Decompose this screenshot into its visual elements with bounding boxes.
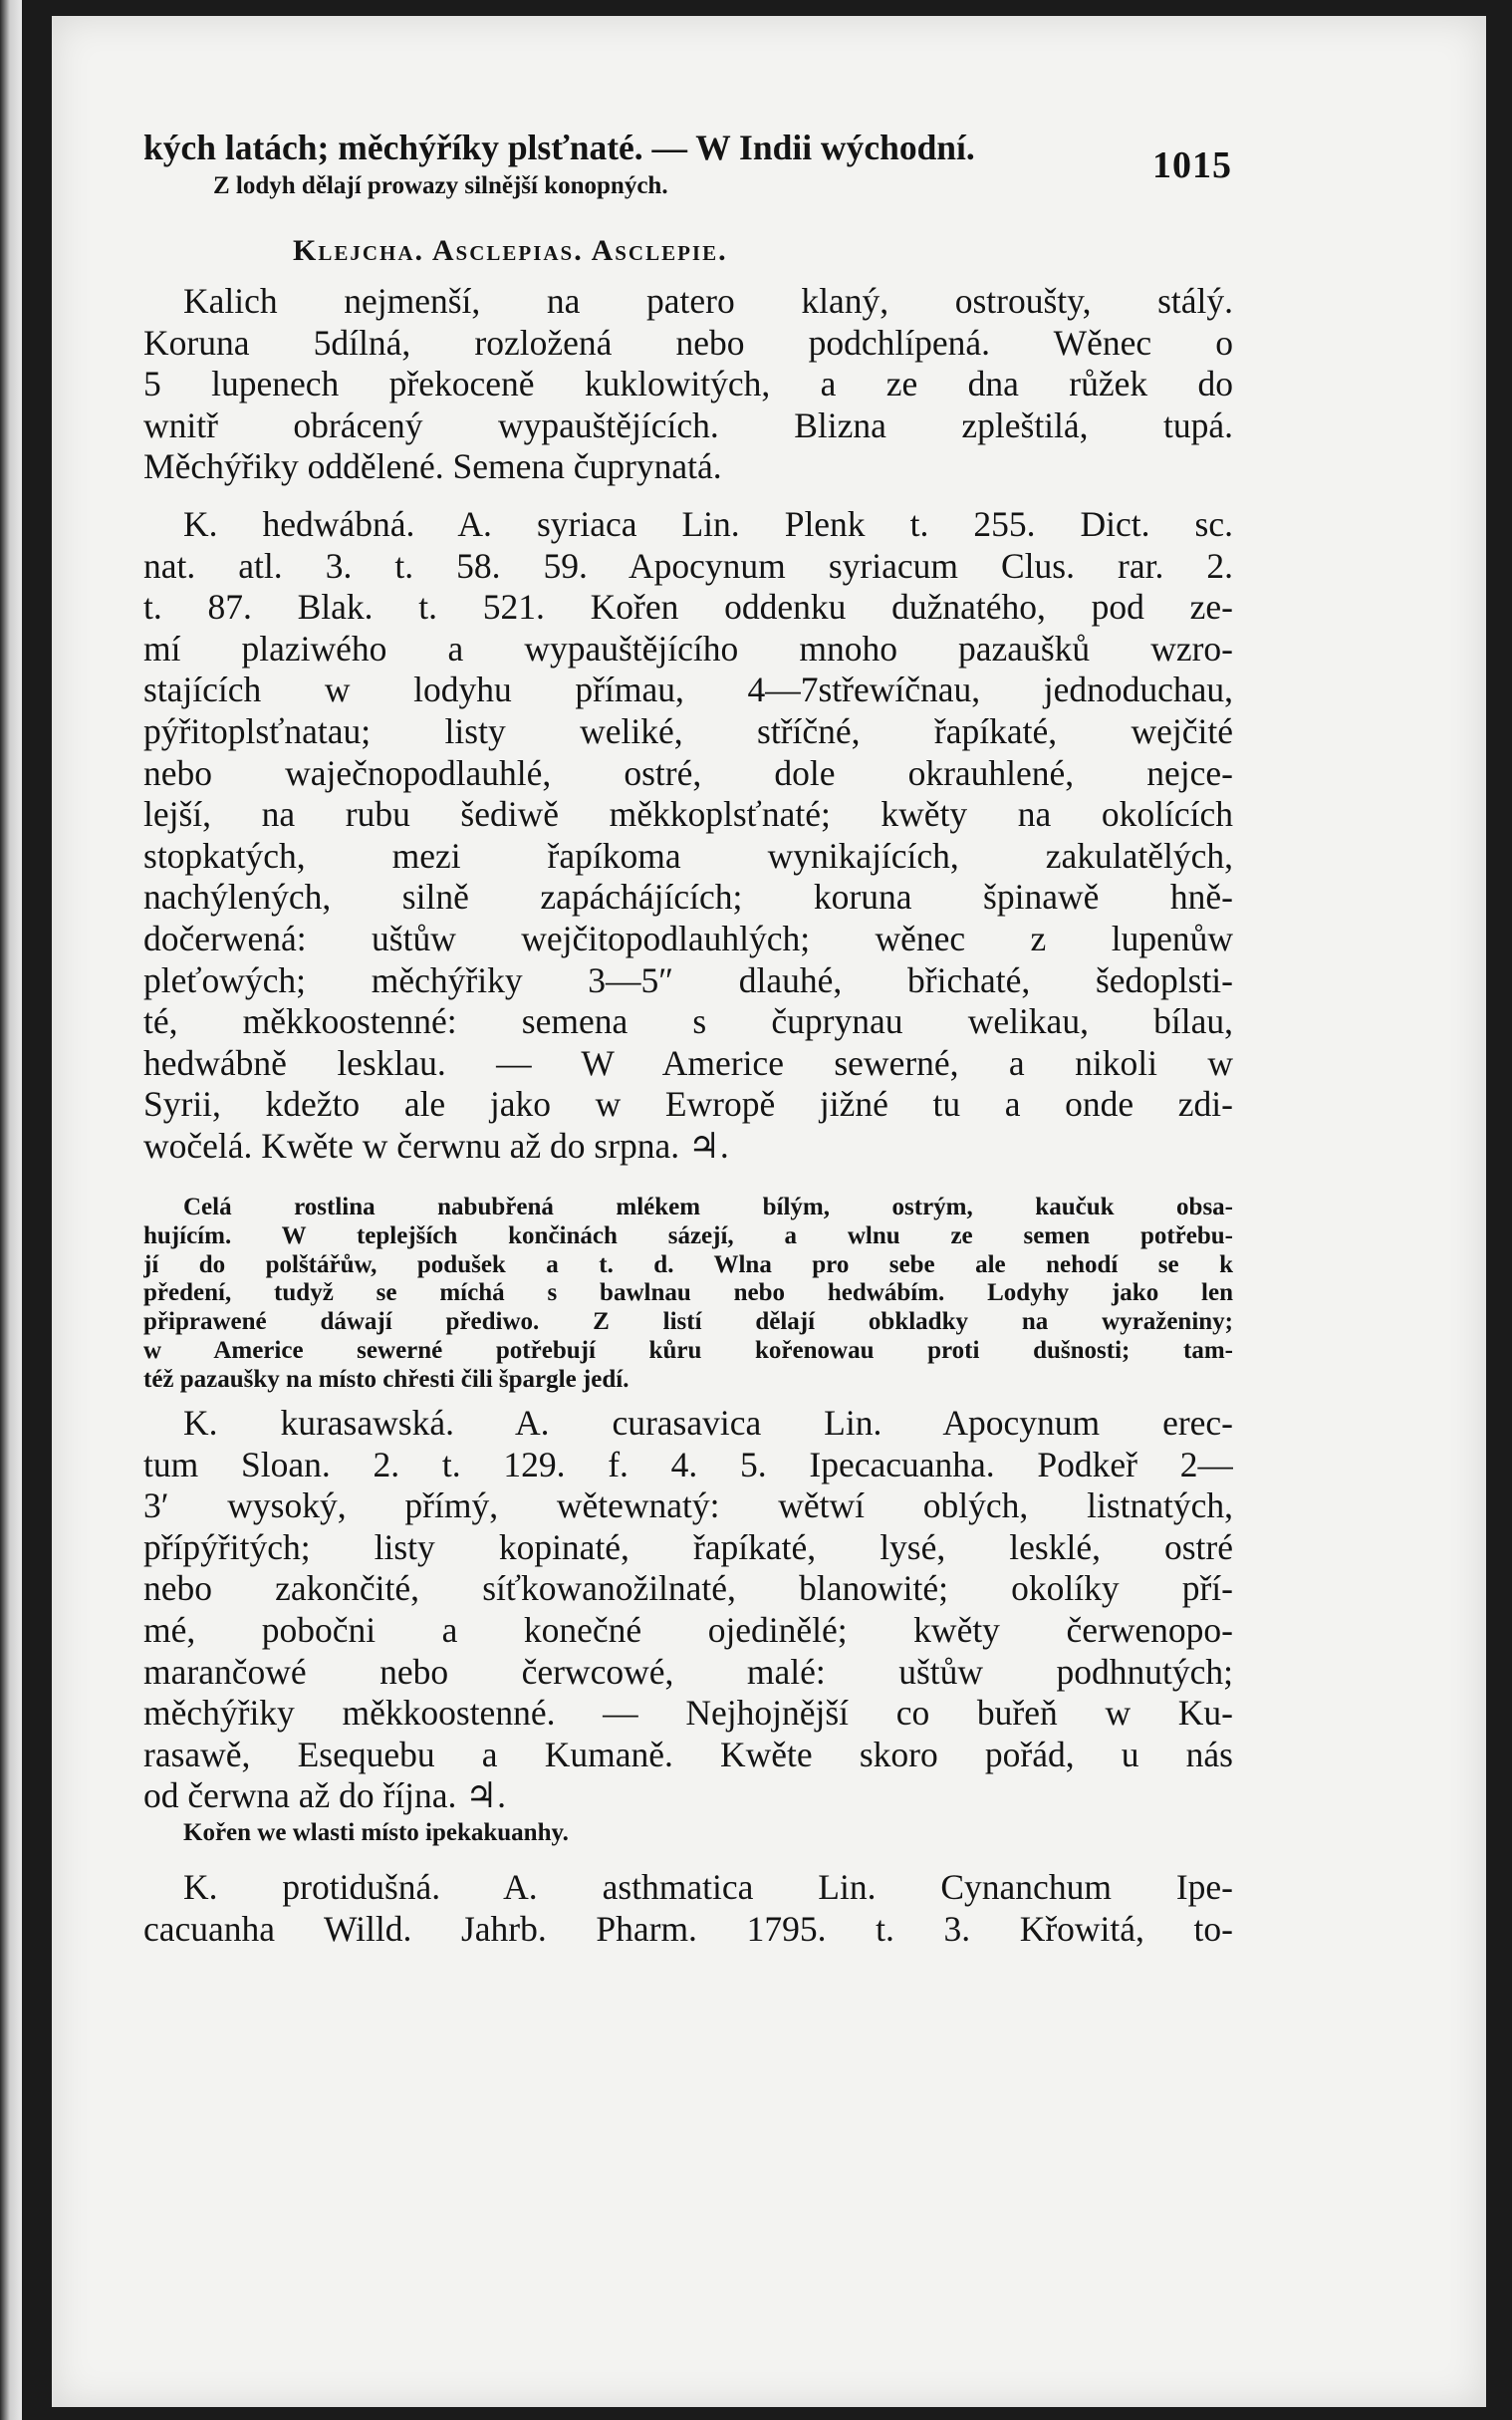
text-line: 3′ wysoký, přímý, wětewnatý: wětwí oblých, listnatých, [143,1485,1233,1526]
text-line: tum Sloan. 2. t. 129. f. 4. 5. Ipecacuanha. Podkeř 2— [143,1444,1233,1484]
text-line: t. 87. Blak. t. 521. Kořen oddenku dužnatého, pod ze- [143,587,1233,628]
text-line: Z lodyh dělají prowazy silnější konopných. [213,172,668,199]
page-number: 1015 [1152,144,1232,186]
text-line: nat. atl. 3. t. 58. 59. Apocynum syriacum Clus. rar. 2. [143,545,1233,586]
text-line: pleťowých; měchýřiky 3—5″ dlauhé, břichaté, šedoplsti- [143,959,1233,1000]
text-line: Klejcha. Asclepias. Asclepie. [293,234,728,267]
text-line: nebo waječnopodlauhlé, ostré, dole okrauhlené, nejce- [143,752,1233,793]
text-line: též pazaušky na místo chřesti čili špargle jedí. [143,1365,630,1393]
text-line: kých latách; měchýříky plsťnaté. — W Indii wýchodní. [143,128,975,167]
text-line: hedwábně lesklau. — W Americe sewerné, a nikoli w [143,1042,1233,1083]
text-line: jí do polštářůw, podušek a t. d. Wlna pro sebe ale nehodí se k [143,1250,1233,1278]
text-block-species2 [143,1403,1233,1817]
text-line: wnitř obrácený wypauštějících. Blizna zpleštilá, tupá. [143,404,1233,445]
text-line: stajících w lodyhu přímau, 4—7střewíčnau, jednoduchau, [143,670,1233,710]
text-line: cacuanha Willd. Jahrb. Pharm. 1795. t. 3. Křowitá, to- [143,1908,1233,1949]
text-line: marančowé nebo čerwcowé, malé: uštůw podhnutých; [143,1651,1233,1692]
text-block-species1 [143,504,1233,1168]
text-line: nachýlených, silně zapáchájících; koruna špinawě hně- [143,877,1233,918]
text-line: mí plaziwého a wypauštějícího mnoho pazaušků wzro- [143,628,1233,669]
text-line: hujícím. W teplejších končinách sázejí, a wlnu ze semen potřebu- [143,1221,1233,1249]
text-line: Koruna 5dílná, rozložená nebo podchlípená. Wěnec o [143,322,1233,363]
text-line: přípýřitých; listy kopinaté, řapíkaté, lysé, lesklé, ostré [143,1526,1233,1567]
text-line: lejší, na rubu šediwě měkkoplsťnaté; kwěty na okolících [143,794,1233,835]
text-line: Měchýřiky oddělené. Semena čuprynatá. [143,446,722,487]
text-block-note2 [143,1819,1233,1848]
text-line: Kalich nejmenší, na patero klaný, ostroušty, stálý. [183,281,1233,321]
text-line: w Americe sewerné potřebují kůru kořenowau proti dušnosti; tam- [143,1336,1233,1364]
previous-page-edge [0,0,22,2420]
text-block-prev-note [143,172,1233,201]
text-line: dočerwená: uštůw wejčitopodlauhlých; wěnec z lupenůw [143,918,1233,958]
text-line: mé, pobočni a konečné ojedinělé; kwěty čerwenopo- [143,1609,1233,1650]
book-page [52,16,1486,2407]
text-line: K. protidušná. A. asthmatica Lin. Cynanchum Ipe- [183,1867,1233,1907]
text-line: wočelá. Kwěte w čerwnu až do srpna. ♃. [143,1125,729,1166]
text-line: K. hedwábná. A. syriaca Lin. Plenk t. 255. Dict. sc. [183,504,1233,544]
text-line: Syrii, kdežto ale jako w Ewropě jižné tu a onde zdi- [143,1084,1233,1125]
text-line: nebo zakončité, síťkowanožilnaté, blanowité; okolíky pří- [143,1568,1233,1609]
text-line: 5 lupenech překoceně kuklowitých, a ze dna růžek do [143,364,1233,404]
text-line: Celá rostlina nabubřená mlékem bílým, ostrým, kaučuk obsa- [183,1194,1233,1220]
text-line: té, měkkoostenné: semena s čuprynau welikau, bílau, [143,1001,1233,1042]
text-block-note1 [143,1194,1233,1394]
text-line: K. kurasawská. A. curasavica Lin. Apocynum erec- [183,1403,1233,1443]
text-line: měchýřiky měkkoostenné. — Nejhojnější co buřeň w Ku- [143,1693,1233,1734]
text-block-heading [143,231,1233,271]
text-block-genus-desc [143,281,1233,488]
text-block-species3 [143,1867,1233,1950]
text-line: pýřitoplsťnatau; listy weliké, stříčné, řapíkaté, wejčité [143,710,1233,751]
text-block-prev-text [143,128,1233,169]
text-line: připrawené dáwají přediwo. Z listí dělají obkladky na wyraženiny; [143,1308,1233,1335]
text-line: předení, tudyž se míchá s bawlnau nebo hedwábím. Lodyhy jako len [143,1279,1233,1307]
text-line: od čerwna až do října. ♃. [143,1775,506,1816]
text-line: Kořen we wlasti místo ipekakuanhy. [183,1819,569,1846]
text-line: stopkatých, mezi řapíkoma wynikajících, zakulatělých, [143,835,1233,876]
text-line: rasawě, Esequebu a Kumaně. Kwěte skoro pořád, u nás [143,1734,1233,1774]
